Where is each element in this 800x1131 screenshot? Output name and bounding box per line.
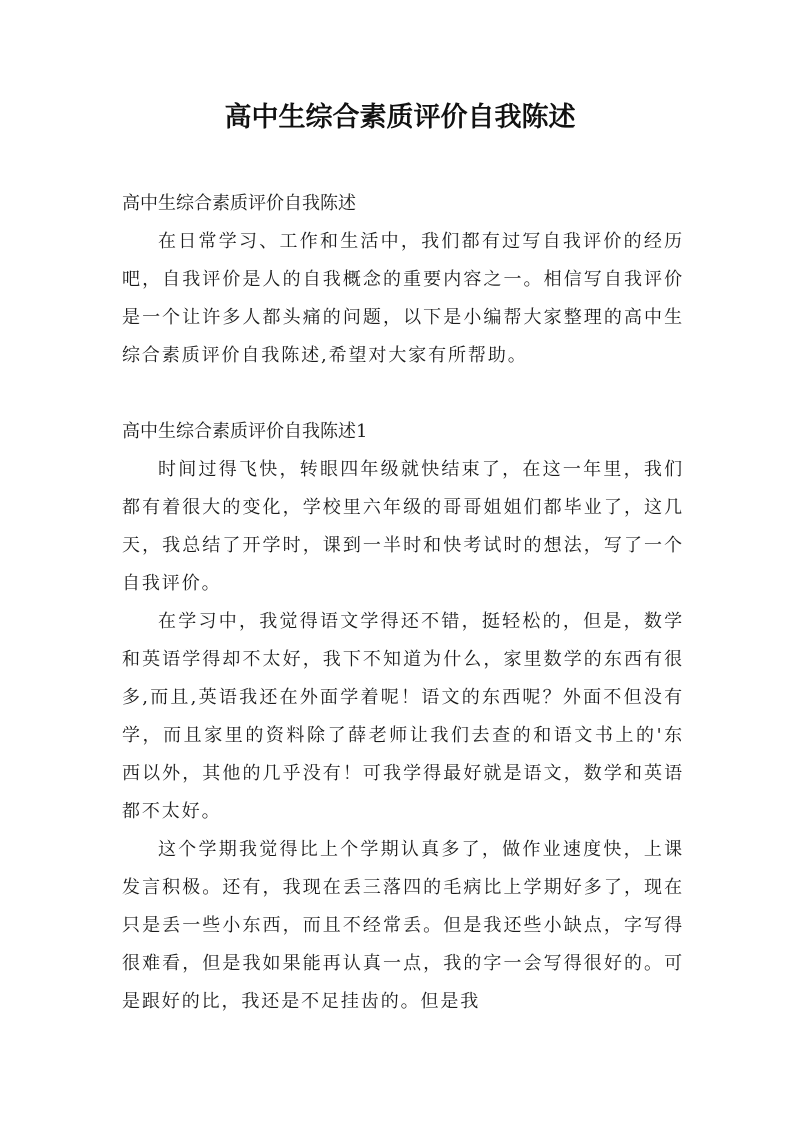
section-1-paragraph-3: 这个学期我觉得比上个学期认真多了，做作业速度快，上课发言积极。还有，我现在丢三落四的毛病比上学期好多了，现在只是丢一些小东西，而且不经常丢。但是我还些小缺点，字写得很难看，但是我如果能再认真一点，我的字一会写得很好的。可是跟好的比，我还是不足挂齿的。但是我 [122, 839, 684, 1012]
intro-heading: 高中生综合素质评价自我陈述 [122, 193, 356, 214]
section-spacer [122, 375, 684, 413]
intro-paragraph: 在日常学习、工作和生活中，我们都有过写自我评价的经历吧，自我评价是人的自我概念的重要内容之一。相信写自我评价是一个让许多人都头痛的问题，以下是小编帮大家整理的高中生综合素质评价自我陈述,希望对大家有所帮助。 [122, 231, 684, 366]
section-1-heading: 高中生综合素质评价自我陈述1 [122, 421, 368, 442]
document-body [122, 185, 684, 1021]
section-1-paragraph-1: 时间过得飞快，转眼四年级就快结束了，在这一年里，我们都有着很大的变化，学校里六年级的哥哥姐姐们都毕业了，这几天，我总结了开学时，课到一半时和快考试时的想法，写了一个自我评价。 [122, 459, 684, 594]
document-title: 高中生综合素质评价自我陈述 [224, 102, 576, 133]
section-1-paragraph-2: 在学习中，我觉得语文学得还不错，挺轻松的，但是，数学和英语学得却不太好，我下不知道为什么，家里数学的东西有很多,而且,英语我还在外面学着呢！语文的东西呢？外面不但没有学，而且家里的资料除了薛老师让我们去查的和语文书上的'东西以外，其他的几乎没有！可我学得最好就是语文，数学和英语都不太好。 [122, 611, 684, 822]
